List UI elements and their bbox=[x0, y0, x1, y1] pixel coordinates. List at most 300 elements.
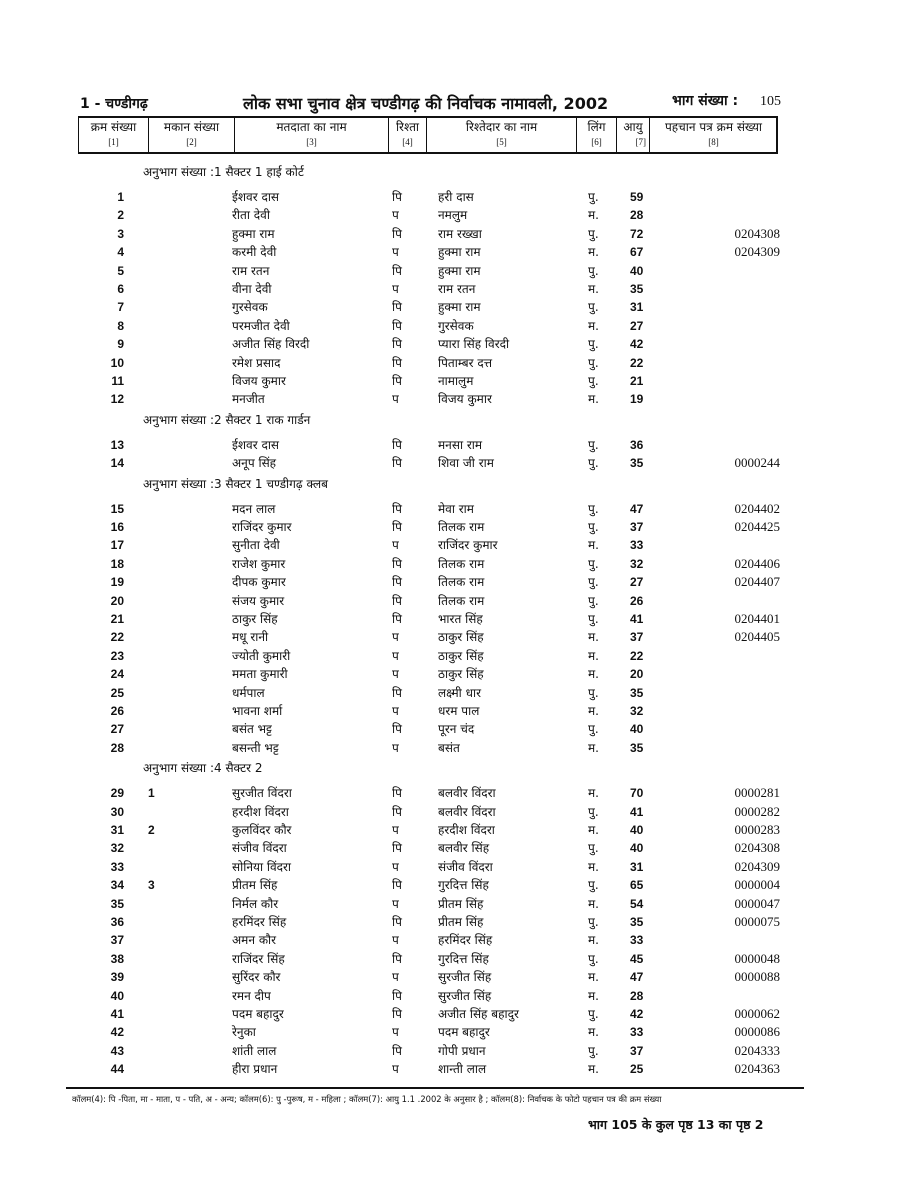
sex-code: म. bbox=[588, 970, 599, 985]
relative-name: शिवा जी राम bbox=[438, 456, 494, 471]
relation-code: पि bbox=[392, 612, 402, 626]
constituency-label: 1 - चण्डीगढ़ bbox=[80, 96, 148, 112]
table-row bbox=[0, 536, 900, 554]
table-row bbox=[0, 702, 900, 720]
relation-code: प bbox=[392, 630, 399, 645]
relative-name: सुरजीत सिंह bbox=[438, 988, 492, 1003]
voter-name: ज्योती कुमारी bbox=[232, 648, 291, 663]
voter-name: करमी देवी bbox=[232, 245, 277, 260]
serial-number: 33 bbox=[110, 859, 124, 874]
relative-name: बसंत bbox=[438, 740, 460, 755]
serial-number: 12 bbox=[110, 392, 124, 407]
id-card-number: 0000282 bbox=[734, 803, 780, 819]
relation-code: पि bbox=[392, 593, 402, 608]
relation-code: प bbox=[392, 896, 399, 911]
serial-number: 5 bbox=[117, 263, 124, 278]
age: 37 bbox=[630, 520, 644, 534]
age: 32 bbox=[630, 556, 644, 571]
table-row bbox=[0, 803, 900, 821]
relative-name: गुरदित्त सिंह bbox=[438, 951, 489, 966]
sex-code: म. bbox=[588, 988, 599, 1003]
part-number-label: भाग संख्या : bbox=[672, 93, 739, 109]
age: 25 bbox=[630, 1062, 644, 1077]
age: 22 bbox=[630, 648, 644, 663]
id-card-number: 0204333 bbox=[734, 1042, 780, 1058]
relative-name: धरम पाल bbox=[438, 704, 480, 718]
serial-number: 11 bbox=[111, 374, 124, 388]
voter-name: हरदीश विंदरा bbox=[232, 804, 289, 819]
relation-code: पि bbox=[392, 318, 402, 333]
voter-name: सुरजीत विंदरा bbox=[232, 786, 292, 801]
serial-number: 17 bbox=[110, 538, 124, 553]
voter-name: हीरा प्रधान bbox=[232, 1062, 278, 1077]
table-row bbox=[0, 592, 900, 610]
id-card-number: 0204308 bbox=[734, 225, 780, 241]
voter-name: अनूप सिंह bbox=[232, 456, 277, 471]
relative-name: पदम बहादुर bbox=[438, 1025, 490, 1040]
column-header-number: [6] bbox=[591, 137, 602, 147]
serial-number: 24 bbox=[110, 667, 124, 682]
relative-name: मेवा राम bbox=[438, 501, 474, 516]
sex-code: पु. bbox=[588, 575, 599, 590]
relative-name: पिताम्बर दत्त bbox=[438, 355, 493, 370]
relative-name: बलवीर सिंह bbox=[438, 841, 490, 856]
voter-name: वीना देवी bbox=[232, 282, 272, 296]
relation-code: प bbox=[392, 1025, 399, 1040]
relative-name: तिलक राम bbox=[438, 520, 485, 534]
age: 40 bbox=[630, 722, 644, 737]
table-row bbox=[0, 931, 900, 949]
relation-code: पि bbox=[392, 501, 402, 516]
sex-code: पु. bbox=[588, 190, 599, 204]
table-row bbox=[0, 206, 900, 224]
sex-code: म. bbox=[588, 859, 599, 874]
sex-code: म. bbox=[588, 245, 599, 260]
column-header-number: [4] bbox=[402, 137, 413, 147]
sex-code: पु. bbox=[588, 878, 599, 893]
sex-code: पु. bbox=[588, 1007, 599, 1021]
serial-number: 9 bbox=[117, 337, 124, 352]
age: 27 bbox=[630, 318, 644, 333]
voter-name: अमन कौर bbox=[232, 933, 277, 948]
column-header-relative-name bbox=[427, 118, 577, 152]
serial-number: 6 bbox=[117, 282, 124, 296]
relative-name: गुरसेवक bbox=[438, 318, 474, 333]
relation-code: प bbox=[392, 538, 399, 553]
column-header-label: मतदाता का नाम bbox=[276, 120, 347, 134]
table-row bbox=[0, 243, 900, 261]
age: 31 bbox=[630, 859, 644, 874]
sex-code: म. bbox=[588, 933, 599, 948]
relative-name: संजीव विंदरा bbox=[438, 859, 493, 874]
relation-code: पि bbox=[392, 355, 402, 370]
relative-name: हरमिंदर सिंह bbox=[438, 933, 493, 948]
table-row bbox=[0, 335, 900, 353]
age: 41 bbox=[630, 612, 644, 626]
id-card-number: 0204308 bbox=[734, 840, 780, 856]
serial-number: 39 bbox=[110, 970, 124, 985]
relation-code: प bbox=[392, 970, 399, 985]
relation-code: पि bbox=[392, 437, 402, 452]
table-row bbox=[0, 610, 900, 628]
sex-code: पु. bbox=[588, 556, 599, 571]
table-row bbox=[0, 876, 900, 894]
relation-code: पि bbox=[392, 520, 402, 534]
relation-code: प bbox=[392, 667, 399, 682]
table-row bbox=[0, 739, 900, 757]
age: 67 bbox=[630, 245, 644, 260]
sex-code: म. bbox=[588, 630, 599, 645]
serial-number: 10 bbox=[110, 355, 124, 370]
column-header-serial bbox=[79, 118, 149, 152]
serial-number: 40 bbox=[110, 988, 124, 1003]
serial-number: 21 bbox=[110, 612, 124, 626]
sex-code: पु. bbox=[588, 355, 599, 370]
relation-code: पि bbox=[392, 456, 402, 471]
id-card-number: 0000088 bbox=[734, 969, 780, 985]
voter-name: राजेश कुमार bbox=[232, 556, 286, 571]
relation-code: पि bbox=[392, 786, 402, 801]
sex-code: म. bbox=[588, 786, 599, 801]
column-header-number: [7] bbox=[635, 137, 646, 147]
sex-code: पु. bbox=[588, 337, 599, 352]
relation-code: पि bbox=[392, 226, 402, 241]
serial-number: 3 bbox=[117, 226, 124, 241]
table-row bbox=[0, 454, 900, 472]
table-row bbox=[0, 573, 900, 591]
column-header-label: पहचान पत्र क्रम संख्या bbox=[664, 120, 763, 134]
age: 32 bbox=[630, 704, 644, 718]
sex-code: म. bbox=[588, 667, 599, 682]
serial-number: 7 bbox=[117, 300, 124, 315]
serial-number: 19 bbox=[110, 575, 124, 590]
sex-code: म. bbox=[588, 648, 599, 663]
column-header-relation bbox=[389, 118, 427, 152]
voter-name: सुरिंदर कौर bbox=[232, 970, 281, 985]
age: 26 bbox=[630, 593, 644, 608]
relation-code: प bbox=[392, 208, 399, 223]
relative-name: राम रतन bbox=[438, 282, 476, 296]
serial-number: 29 bbox=[110, 786, 124, 801]
voter-name: हरमिंदर सिंह bbox=[232, 915, 287, 929]
table-row bbox=[0, 280, 900, 298]
table-row bbox=[0, 628, 900, 646]
id-card-number: 0000047 bbox=[734, 895, 780, 911]
relation-code: पि bbox=[392, 722, 402, 737]
column-header-label: क्रम संख्या bbox=[90, 120, 137, 134]
sex-code: म. bbox=[588, 740, 599, 755]
voter-name: मदन लाल bbox=[232, 501, 276, 516]
voter-name: निर्मल कौर bbox=[232, 896, 279, 911]
sex-code: म. bbox=[588, 318, 599, 333]
age: 47 bbox=[630, 970, 644, 985]
serial-number: 14 bbox=[110, 456, 124, 471]
relative-name: लक्ष्मी धार bbox=[438, 685, 481, 700]
serial-number: 32 bbox=[110, 841, 124, 856]
voter-name: राजिंदर सिंह bbox=[232, 951, 285, 966]
age: 40 bbox=[630, 263, 644, 278]
relative-name: प्रीतम सिंह bbox=[438, 915, 484, 929]
sex-code: पु. bbox=[588, 722, 599, 737]
age: 33 bbox=[630, 933, 644, 948]
relative-name: सुरजीत सिंह bbox=[438, 970, 492, 985]
relative-name: शान्ती लाल bbox=[438, 1062, 487, 1077]
relation-code: पि bbox=[392, 337, 402, 352]
document-title: लोक सभा चुनाव क्षेत्र चण्डीगढ़ की निर्वाचक नामावली, 2002 bbox=[243, 94, 609, 113]
voter-name: ईशवर दास bbox=[232, 190, 280, 204]
relative-name: बलवीर विंदरा bbox=[438, 786, 496, 801]
voter-name: सुनीता देवी bbox=[232, 538, 280, 553]
relation-code: पि bbox=[392, 300, 402, 315]
relative-name: अजीत सिंह बहादुर bbox=[438, 1007, 519, 1021]
age: 27 bbox=[630, 575, 644, 590]
table-row bbox=[0, 317, 900, 335]
sex-code: पु. bbox=[588, 612, 599, 626]
sex-code: म. bbox=[588, 392, 599, 407]
table-row bbox=[0, 1042, 900, 1060]
relative-name: राजिंदर कुमार bbox=[438, 538, 498, 553]
sex-code: म. bbox=[588, 1025, 599, 1040]
sex-code: पु. bbox=[588, 501, 599, 516]
age: 35 bbox=[630, 282, 644, 296]
age: 42 bbox=[630, 337, 644, 352]
age: 40 bbox=[630, 823, 644, 837]
relative-name: राम रख्खा bbox=[438, 226, 482, 241]
sex-code: म. bbox=[588, 823, 599, 837]
table-row bbox=[0, 1060, 900, 1078]
serial-number: 36 bbox=[110, 915, 124, 929]
serial-number: 1 bbox=[117, 190, 124, 204]
serial-number: 22 bbox=[110, 630, 124, 645]
age: 28 bbox=[630, 208, 644, 223]
column-header-age bbox=[617, 118, 650, 152]
voter-name: ठाकुर सिंह bbox=[232, 612, 278, 626]
table-row bbox=[0, 372, 900, 390]
table-row bbox=[0, 225, 900, 243]
relation-code: पि bbox=[392, 915, 402, 929]
id-card-number: 0000062 bbox=[734, 1006, 780, 1021]
relation-code: पि bbox=[392, 263, 402, 278]
sex-code: म. bbox=[588, 208, 599, 223]
voter-name: रेनुका bbox=[232, 1025, 256, 1040]
serial-number: 31 bbox=[110, 823, 124, 837]
section-heading: अनुभाग संख्या :2 सैक्टर 1 राक गार्डन bbox=[143, 412, 311, 427]
relation-code: पि bbox=[392, 988, 402, 1003]
relative-name: मनसा राम bbox=[438, 437, 483, 452]
serial-number: 16 bbox=[110, 520, 124, 534]
voter-name: रमन दीप bbox=[232, 988, 271, 1003]
relation-code: प bbox=[392, 648, 399, 663]
age: 37 bbox=[630, 1043, 644, 1058]
id-card-number: 0204425 bbox=[734, 519, 780, 534]
relative-name: नमलुम bbox=[438, 208, 468, 223]
relative-name: हुक्मा राम bbox=[438, 300, 481, 315]
sex-code: पु. bbox=[588, 593, 599, 608]
id-card-number: 0204401 bbox=[734, 611, 780, 626]
age: 41 bbox=[630, 804, 644, 819]
sex-code: पु. bbox=[588, 841, 599, 856]
sex-code: पु. bbox=[588, 437, 599, 452]
column-header-voter-name bbox=[235, 118, 389, 152]
relative-name: प्रीतम सिंह bbox=[438, 896, 484, 911]
table-row bbox=[0, 968, 900, 986]
relative-name: गोपी प्रधान bbox=[438, 1043, 486, 1058]
voter-name: सोनिया विंदरा bbox=[232, 859, 292, 874]
age: 33 bbox=[630, 538, 644, 553]
column-header-id-card bbox=[650, 118, 777, 152]
relative-name: नामालुम bbox=[438, 374, 474, 388]
relation-code: प bbox=[392, 1062, 399, 1077]
sex-code: पु. bbox=[588, 951, 599, 966]
voter-name: मधू रानी bbox=[232, 630, 269, 645]
relation-code: पि bbox=[392, 374, 402, 388]
voter-name: रीता देवी bbox=[232, 208, 270, 223]
table-row bbox=[0, 436, 900, 454]
age: 28 bbox=[630, 988, 644, 1003]
voter-name: राम रतन bbox=[232, 263, 270, 278]
serial-number: 15 bbox=[110, 501, 124, 516]
table-row bbox=[0, 665, 900, 683]
age: 42 bbox=[630, 1007, 644, 1021]
id-card-number: 0000244 bbox=[734, 455, 780, 471]
sex-code: पु. bbox=[588, 374, 599, 388]
age: 35 bbox=[630, 456, 644, 471]
serial-number: 26 bbox=[110, 704, 124, 718]
column-header-label: आयु bbox=[623, 120, 643, 134]
voter-name: शांती लाल bbox=[232, 1043, 277, 1058]
age: 22 bbox=[630, 355, 644, 370]
relation-code: प bbox=[392, 245, 399, 260]
column-header-number: [2] bbox=[186, 137, 197, 147]
id-card-number: 0000086 bbox=[734, 1024, 780, 1040]
id-card-number: 0204407 bbox=[734, 574, 780, 590]
relation-code: प bbox=[392, 282, 399, 296]
relation-code: पि bbox=[392, 685, 402, 700]
voter-name: ईशवर दास bbox=[232, 437, 280, 452]
voter-name: विजय कुमार bbox=[232, 374, 286, 388]
table-row bbox=[0, 987, 900, 1005]
table-row bbox=[0, 390, 900, 408]
sex-code: पु. bbox=[588, 226, 599, 241]
voter-name: संजय कुमार bbox=[232, 593, 285, 608]
voter-name: गुरसेवक bbox=[232, 300, 268, 315]
age: 72 bbox=[630, 226, 644, 241]
sex-code: पु. bbox=[588, 520, 599, 534]
age: 37 bbox=[630, 630, 644, 645]
serial-number: 20 bbox=[110, 593, 124, 608]
section-heading: अनुभाग संख्या :4 सैक्टर 2 bbox=[143, 761, 263, 776]
table-row bbox=[0, 1023, 900, 1041]
table-row bbox=[0, 647, 900, 665]
serial-number: 18 bbox=[110, 556, 124, 571]
table-row bbox=[0, 913, 900, 931]
sex-code: पु. bbox=[588, 1043, 599, 1058]
relative-name: ठाकुर सिंह bbox=[438, 648, 484, 663]
relation-code: प bbox=[392, 823, 399, 837]
serial-number: 13 bbox=[110, 437, 124, 452]
relative-name: पूरन चंद bbox=[438, 722, 475, 737]
voter-name: मनजीत bbox=[232, 392, 265, 407]
table-row bbox=[0, 895, 900, 913]
table-row bbox=[0, 950, 900, 968]
house-number: 2 bbox=[148, 823, 155, 837]
sex-code: म. bbox=[588, 1062, 599, 1077]
table-row bbox=[0, 821, 900, 839]
age: 65 bbox=[630, 878, 644, 893]
voter-name: राजिंदर कुमार bbox=[232, 520, 292, 534]
relative-name: तिलक राम bbox=[438, 593, 485, 608]
serial-number: 27 bbox=[110, 722, 124, 737]
relation-code: प bbox=[392, 392, 399, 407]
table-row bbox=[0, 354, 900, 372]
voter-name: कुलविंदर कौर bbox=[232, 823, 292, 837]
relation-code: पि bbox=[392, 575, 402, 590]
relative-name: तिलक राम bbox=[438, 556, 485, 571]
age: 35 bbox=[630, 740, 644, 755]
table-row bbox=[0, 500, 900, 518]
relative-name: ठाकुर सिंह bbox=[438, 667, 484, 682]
voter-name: भावना शर्मा bbox=[232, 704, 283, 718]
column-header-number: [8] bbox=[708, 137, 719, 147]
sex-code: म. bbox=[588, 896, 599, 911]
serial-number: 28 bbox=[110, 740, 124, 755]
id-card-number: 0000075 bbox=[734, 914, 780, 929]
relation-code: प bbox=[392, 859, 399, 874]
relative-name: भारत सिंह bbox=[438, 612, 483, 626]
column-header-number: [5] bbox=[496, 137, 507, 147]
voter-name: रमेश प्रसाद bbox=[232, 355, 281, 370]
sex-code: म. bbox=[588, 282, 599, 296]
sex-code: पु. bbox=[588, 685, 599, 700]
id-card-number: 0204405 bbox=[734, 629, 780, 645]
serial-number: 8 bbox=[117, 318, 124, 333]
relative-name: बलवीर विंदरा bbox=[438, 804, 496, 819]
relative-name: ठाकुर सिंह bbox=[438, 630, 484, 645]
relation-code: पि bbox=[392, 878, 402, 893]
id-card-number: 0000281 bbox=[734, 785, 780, 801]
age: 45 bbox=[630, 951, 644, 966]
table-row bbox=[0, 784, 900, 802]
voter-name: दीपक कुमार bbox=[232, 575, 286, 590]
serial-number: 34 bbox=[110, 878, 124, 893]
age: 40 bbox=[630, 841, 644, 856]
relation-code: पि bbox=[392, 804, 402, 819]
sex-code: पु. bbox=[588, 263, 599, 278]
age: 59 bbox=[630, 190, 644, 204]
column-header-number: [3] bbox=[306, 137, 317, 147]
id-card-number: 0204363 bbox=[734, 1061, 780, 1077]
voter-name: संजीव विंदरा bbox=[232, 841, 287, 856]
relation-code: प bbox=[392, 704, 399, 718]
section-heading: अनुभाग संख्या :3 सैक्टर 1 चण्डीगढ़ क्लब bbox=[143, 476, 329, 491]
relation-code: पि bbox=[392, 951, 402, 966]
serial-number: 44 bbox=[110, 1062, 124, 1077]
age: 33 bbox=[630, 1025, 644, 1040]
table-row bbox=[0, 262, 900, 280]
sex-code: म. bbox=[588, 538, 599, 553]
id-card-number: 0204406 bbox=[734, 555, 780, 571]
relative-name: हुक्मा राम bbox=[438, 263, 481, 278]
relative-name: विजय कुमार bbox=[438, 392, 492, 407]
column-header-label: रिश्तेदार का नाम bbox=[465, 120, 538, 134]
serial-number: 35 bbox=[110, 896, 124, 911]
age: 31 bbox=[630, 300, 644, 315]
relation-code: पि bbox=[392, 556, 402, 571]
table-row bbox=[0, 839, 900, 857]
serial-number: 43 bbox=[110, 1043, 124, 1058]
table-row bbox=[0, 684, 900, 702]
age: 70 bbox=[630, 786, 644, 801]
